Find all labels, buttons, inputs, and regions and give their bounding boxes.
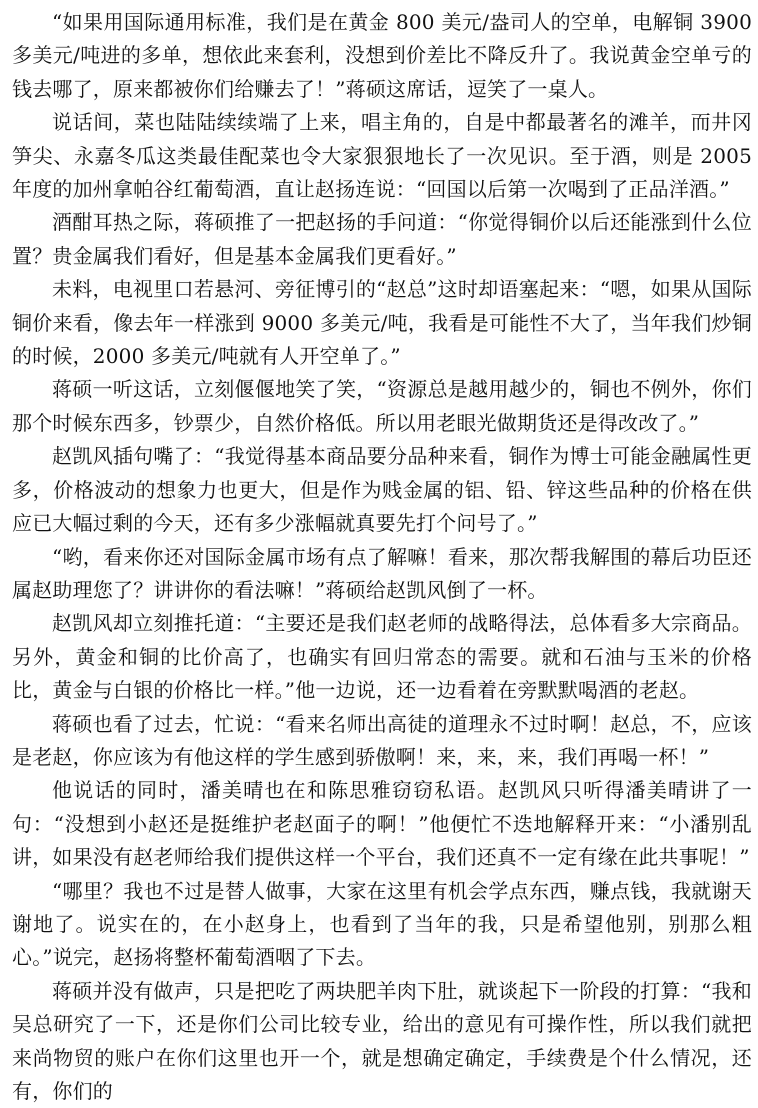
paragraph-4: 未料，电视里口若悬河、旁征博引的“赵总”这时却语塞起来：“嗯，如果从国际铜价来看，像去年一样涨到 9000 多美元/吨，我看是可能性不大了，当年我们炒铜的时候，2000 多美元/吨就有人开空单了。” bbox=[12, 277, 752, 369]
paragraph-2: 说话间，菜也陆陆续续端了上来，唱主角的，自是中都最著名的滩羊，而井冈笋尖、永嘉冬瓜这类最佳配菜也令大家狠狠地长了一次见识。至于酒，则是 2005 年度的加州拿帕谷红葡萄酒，直让赵扬连说：“回国以后第一次喝到了正品洋酒。” bbox=[12, 110, 752, 202]
paragraph-7: “哟，看来你还对国际金属市场有点了解嘛！看来，那次帮我解围的幕后功臣还属赵助理您了？讲讲你的看法嘛！”蒋硕给赵凯风倒了一杯。 bbox=[12, 544, 752, 602]
paragraph-1: “如果用国际通用标准，我们是在黄金 800 美元/盎司人的空单，电解铜 3900 多美元/吨进的多单，想依此来套利，没想到价差比不降反升了。我说黄金空单亏的钱去哪了，原来都被你们给赚去了！”蒋硕这席话，逗笑了一桌人。 bbox=[12, 10, 752, 101]
paragraph-8: 赵凯风却立刻推托道：“主要还是我们赵老师的战略得法，总体看多大宗商品。另外，黄金和铜的比价高了，也确实有回归常态的需要。就和石油与玉米的价格比，黄金与白银的价格比一样。”他一边说，还一边看着在旁默默喝酒的老赵。 bbox=[12, 611, 752, 703]
paragraph-6: 赵凯风插句嘴了：“我觉得基本商品要分品种来看，铜作为博士可能金融属性更多，价格波动的想象力也更大，但是作为贱金属的铝、铅、锌这些品种的价格在供应已大幅过剩的今天，还有多少涨幅就真要先打个问号了。” bbox=[12, 444, 752, 536]
paragraph-11: “哪里？我也不过是替人做事，大家在这里有机会学点东西，赚点钱，我就谢天谢地了。说实在的，在小赵身上，也看到了当年的我，只是希望他别，别那么粗心。”说完，赵扬将整杯葡萄酒咽了下去。 bbox=[12, 878, 752, 970]
paragraph-10: 他说话的同时，潘美晴也在和陈思雅窃窃私语。赵凯风只听得潘美晴讲了一句：“没想到小赵还是挺维护老赵面子的啊！”他便忙不迭地解释开来：“小潘别乱讲，如果没有赵老师给我们提供这样一个平台，我们还真不一定有缘在此共事呢！” bbox=[12, 778, 752, 870]
paragraph-5: 蒋硕一听这话，立刻偃偃地笑了笑，“资源总是越用越少的，铜也不例外，你们那个时候东西多，钞票少，自然价格低。所以用老眼光做期货还是得改改了。” bbox=[12, 377, 752, 435]
paragraph-9: 蒋硕也看了过去，忙说：“看来名师出高徒的道理永不过时啊！赵总，不，应该是老赵，你应该为有他这样的学生感到骄傲啊！来，来，来，我们再喝一杯！” bbox=[12, 711, 752, 769]
paragraph-12: 蒋硕并没有做声，只是把吃了两块肥羊肉下肚，就谈起下一阶段的打算：“我和吴总研究了一下，还是你们公司比较专业，给出的意见有可操作性，所以我们就把来尚物贸的账户在你们这里也开一个，就是想确定确定，手续费是个什么情况，还有，你们的 bbox=[12, 978, 752, 1103]
paragraph-3: 酒酣耳热之际，蒋硕推了一把赵扬的手问道：“你觉得铜价以后还能涨到什么位置？贵金属我们看好，但是基本金属我们更看好。” bbox=[12, 210, 752, 268]
